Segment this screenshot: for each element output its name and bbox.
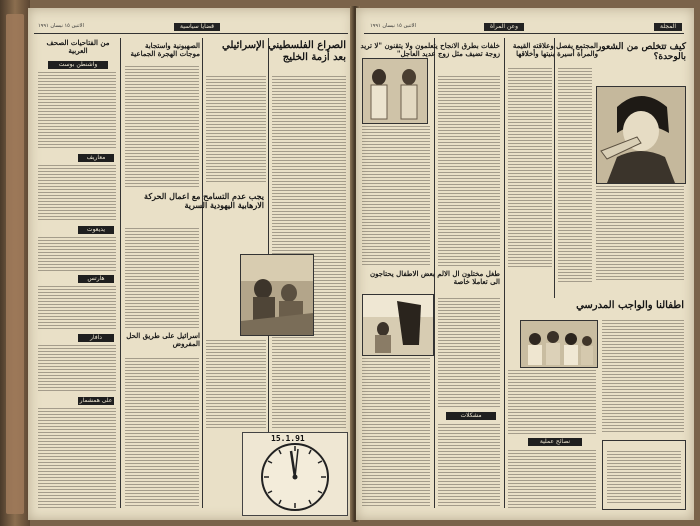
headline-marriage: خلفات بطرق الانجاح يتعلمون ولا يتقنون "لا تريد زوجة تضيف مثل زوج عديد العاجل": [360, 41, 500, 59]
left-header-tag: قضايا سياسية: [174, 23, 220, 31]
left-header-date: الاثنين ١٥ نيسان ١٩٩١: [38, 23, 84, 29]
sidebar-section-2: معاريف: [78, 154, 114, 162]
headline-homework: اطفالنا والواجب المدرسي: [576, 300, 684, 311]
right-header-date: الاثنين ١٥ نيسان ١٩٩١: [370, 23, 416, 29]
headline-children-care: طغل مختلون ال الالم بعض الاطفال يحتاجون الى تعاملا خاصة: [369, 269, 500, 287]
masthead-logo: المجلة: [654, 23, 682, 31]
sidebar-section-4: هآرتس: [78, 275, 114, 283]
section-problems-tag: مشكلات: [446, 412, 496, 420]
news-photo-woman: [596, 86, 686, 184]
news-photo-soldiers: [240, 254, 314, 336]
headline-jewish-underground: يجب عدم التسامح مع اعمال الحركة الارهابية اليهودية السرية: [144, 191, 264, 211]
section-practical-tips-tag: نصائح عملية: [528, 438, 582, 446]
main-headline-left: الصراع الفلسطيني الإسرائيلي بعد أزمة الخليج: [221, 40, 346, 63]
sidebar-title: من الفتاحيات الصحف العربية: [46, 38, 110, 56]
sidebar-section-3: يديعوت: [78, 226, 114, 234]
news-photo-teacher: [362, 294, 434, 356]
sidebar-section-5: دافار: [78, 334, 114, 342]
left-page: [28, 8, 354, 520]
sidebar-section-6: على همشمار: [79, 397, 113, 404]
left-page-header: [34, 22, 348, 34]
main-headline-loneliness: كيف تتخلص من الشعور بالوحدة؟: [596, 42, 686, 63]
news-photo-children: [520, 320, 598, 368]
boxed-notice: [602, 440, 686, 510]
headline-imposed-solution: اسرائيل على طريق الحل المفروض: [126, 331, 200, 349]
right-page-header: [364, 22, 684, 34]
book-binding: [0, 0, 30, 526]
right-page: [356, 8, 694, 520]
headline-zionism: الصهيونية واستجابة موجات الهجرة الجماعية: [130, 41, 200, 59]
clock-date-stamp: 15.1.91: [271, 434, 305, 443]
headline-society-women: المجتمع يفصل وعلاقته القيمة والمرأة أسيرة بنيتها وأخلاقها: [512, 41, 598, 59]
sidebar-section-1: واشنطن بوست: [48, 61, 108, 69]
news-photo-couple: [362, 58, 428, 124]
right-header-tag: وعن المرأة: [484, 23, 524, 31]
date-clock-graphic: [242, 432, 348, 516]
